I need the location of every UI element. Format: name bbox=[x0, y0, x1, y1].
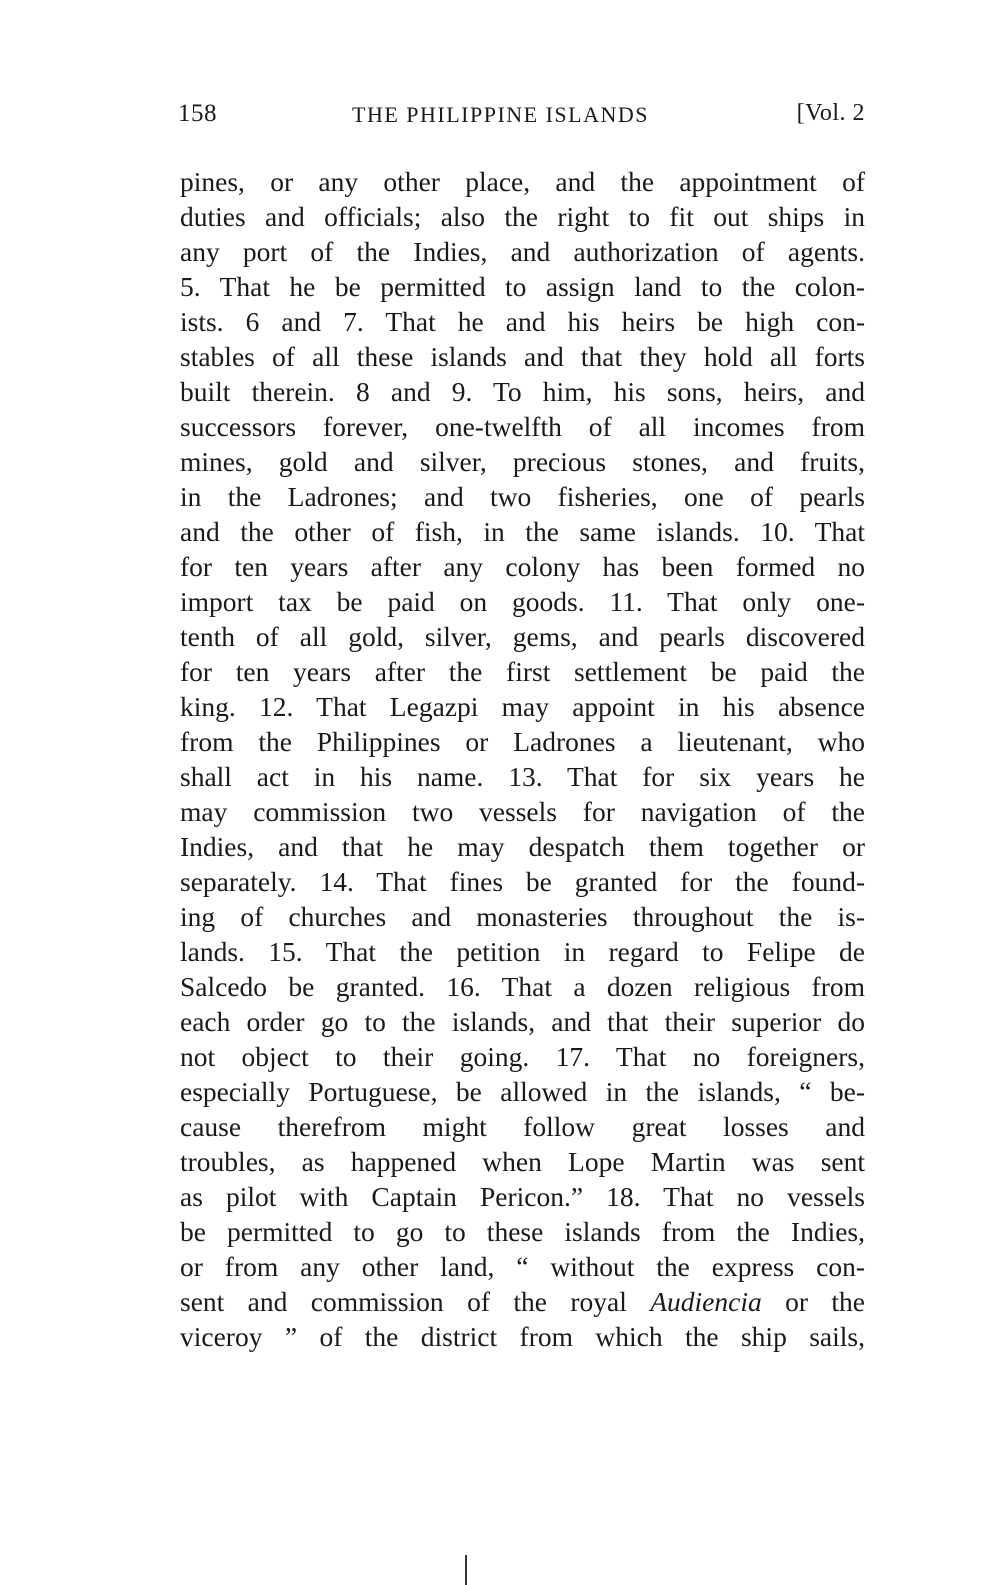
text-line: from the Philippines or Ladrones a lieutenant, who bbox=[180, 726, 865, 757]
text-line: for ten years after the first settlement be paid the bbox=[180, 656, 865, 687]
text-line: troubles, as happened when Lope Martin was sent bbox=[180, 1146, 865, 1177]
text-line: especially Portuguese, be allowed in the islands, “ be- bbox=[180, 1076, 865, 1107]
text-line: may commission two vessels for navigation of the bbox=[180, 796, 865, 827]
text-line: as pilot with Captain Pericon.” 18. That no vessels bbox=[180, 1181, 865, 1212]
text-line: Indies, and that he may despatch them together or bbox=[180, 831, 865, 862]
body-text bbox=[180, 164, 865, 1354]
text-line: for ten years after any colony has been formed no bbox=[180, 551, 865, 582]
text-line: shall act in his name. 13. That for six years he bbox=[180, 761, 865, 792]
text-line-with-italic bbox=[180, 1284, 865, 1319]
text-line: each order go to the islands, and that their superior do bbox=[180, 1006, 865, 1037]
page-number: 158 bbox=[178, 100, 217, 127]
text-line: king. 12. That Legazpi may appoint in his absence bbox=[180, 691, 865, 722]
text-line: or from any other land, “ without the express con- bbox=[180, 1251, 865, 1282]
book-page bbox=[180, 100, 865, 1354]
text-line: lands. 15. That the petition in regard to Felipe de bbox=[180, 936, 865, 967]
running-head bbox=[180, 100, 865, 144]
text-segment: sent and commission of the royal bbox=[180, 1286, 651, 1317]
text-line: in the Ladrones; and two fisheries, one of pearls bbox=[180, 481, 865, 512]
gutter-mark bbox=[465, 1555, 467, 1585]
text-line: successors forever, one-twelfth of all incomes from bbox=[180, 411, 865, 442]
text-line: and the other of fish, in the same islands. 10. That bbox=[180, 516, 865, 547]
text-line: tenth of all gold, silver, gems, and pearls discovered bbox=[180, 621, 865, 652]
text-line: stables of all these islands and that they hold all forts bbox=[180, 341, 865, 372]
text-line: pines, or any other place, and the appointment of bbox=[180, 166, 865, 197]
text-line: built therein. 8 and 9. To him, his sons, heirs, and bbox=[180, 376, 865, 407]
text-line: any port of the Indies, and authorization of agents. bbox=[180, 236, 865, 267]
text-line: not object to their going. 17. That no foreigners, bbox=[180, 1041, 865, 1072]
text-line: be permitted to go to these islands from the Indies, bbox=[180, 1216, 865, 1247]
text-line: ists. 6 and 7. That he and his heirs be high con- bbox=[180, 306, 865, 337]
text-line: viceroy ” of the district from which the ship sails, bbox=[180, 1321, 865, 1352]
text-line: ing of churches and monasteries throughout the is- bbox=[180, 901, 865, 932]
text-line: Salcedo be granted. 16. That a dozen religious from bbox=[180, 971, 865, 1002]
volume-label: [Vol. 2 bbox=[796, 100, 865, 126]
text-line: import tax be paid on goods. 11. That only one- bbox=[180, 586, 865, 617]
text-line: cause therefrom might follow great losses and bbox=[180, 1111, 865, 1142]
italic-term: Audiencia bbox=[650, 1286, 762, 1317]
text-line: separately. 14. That fines be granted for the found- bbox=[180, 866, 865, 897]
running-title: THE PHILIPPINE ISLANDS bbox=[352, 102, 649, 127]
text-line: duties and officials; also the right to fit out ships in bbox=[180, 201, 865, 232]
text-segment: or the bbox=[761, 1286, 865, 1317]
text-line: 5. That he be permitted to assign land to the colon- bbox=[180, 271, 865, 302]
text-line: mines, gold and silver, precious stones, and fruits, bbox=[180, 446, 865, 477]
